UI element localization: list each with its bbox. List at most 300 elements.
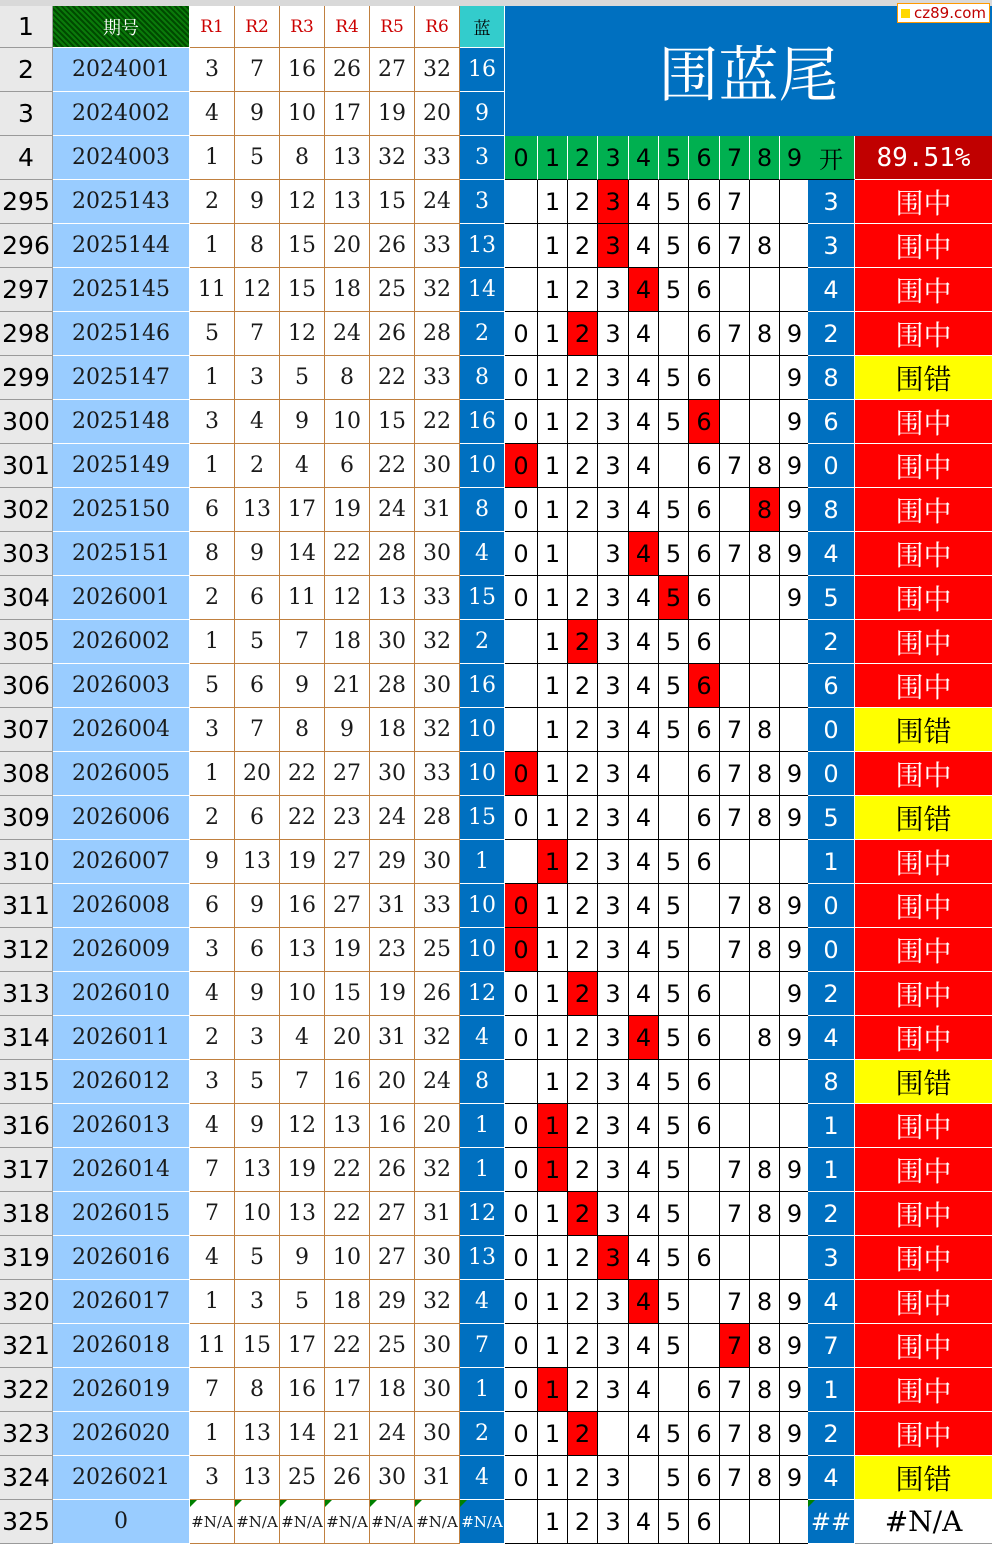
red-ball-cell[interactable]: 1 bbox=[190, 224, 235, 268]
blue-ball-cell[interactable]: 1 bbox=[460, 1104, 505, 1148]
red-ball-cell[interactable]: 23 bbox=[370, 928, 415, 972]
red-ball-cell[interactable]: 11 bbox=[280, 576, 325, 620]
digit-cell-hit[interactable]: 4 bbox=[629, 268, 659, 312]
issue-cell[interactable]: 2026013 bbox=[53, 1104, 190, 1148]
kai-cell[interactable]: 3 bbox=[808, 180, 855, 224]
blue-ball-cell[interactable]: 9 bbox=[460, 92, 505, 136]
red-ball-cell[interactable]: 3 bbox=[190, 1060, 235, 1104]
red-ball-cell[interactable]: 26 bbox=[415, 972, 460, 1016]
digit-cell[interactable]: 1 bbox=[538, 1016, 568, 1060]
red-ball-cell[interactable]: 13 bbox=[280, 1192, 325, 1236]
digit-cell[interactable] bbox=[720, 576, 750, 620]
digit-cell[interactable]: 6 bbox=[689, 268, 720, 312]
red-ball-cell[interactable]: 33 bbox=[415, 576, 460, 620]
result-cell[interactable]: 围中 bbox=[855, 884, 992, 928]
red-ball-cell[interactable]: 4 bbox=[280, 1016, 325, 1060]
digit-cell[interactable]: 0 bbox=[505, 1236, 538, 1280]
digit-cell[interactable] bbox=[689, 1280, 720, 1324]
digit-cell[interactable] bbox=[659, 752, 689, 796]
red-ball-cell[interactable]: 18 bbox=[370, 1368, 415, 1412]
result-cell[interactable]: 围中 bbox=[855, 752, 992, 796]
blue-ball-cell[interactable]: 4 bbox=[460, 1280, 505, 1324]
digit-cell[interactable]: 5 bbox=[659, 1104, 689, 1148]
digit-cell[interactable]: 1 bbox=[538, 180, 568, 224]
result-cell[interactable]: 围错 bbox=[855, 1456, 992, 1500]
red-ball-cell[interactable]: 9 bbox=[235, 92, 280, 136]
red-ball-cell[interactable]: 15 bbox=[280, 268, 325, 312]
row-number[interactable]: 303 bbox=[0, 532, 53, 576]
red-ball-cell[interactable]: 4 bbox=[190, 92, 235, 136]
digit-cell[interactable]: 5 bbox=[659, 840, 689, 884]
issue-cell[interactable]: 2026014 bbox=[53, 1148, 190, 1192]
red-ball-cell[interactable]: 4 bbox=[280, 444, 325, 488]
digit-cell[interactable]: 5 bbox=[659, 1412, 689, 1456]
row-number[interactable]: 316 bbox=[0, 1104, 53, 1148]
digit-cell[interactable]: 7 bbox=[720, 180, 750, 224]
red-ball-cell[interactable]: 11 bbox=[190, 268, 235, 312]
result-cell[interactable]: 围中 bbox=[855, 180, 992, 224]
digit-cell[interactable]: 3 bbox=[598, 884, 629, 928]
digit-cell[interactable]: 2 bbox=[568, 1104, 598, 1148]
issue-cell[interactable]: 2026005 bbox=[53, 752, 190, 796]
red-ball-cell[interactable]: 24 bbox=[370, 1412, 415, 1456]
digit-cell[interactable]: 5 bbox=[659, 1500, 689, 1544]
digit-cell[interactable]: 0 bbox=[505, 312, 538, 356]
red-ball-cell[interactable]: 7 bbox=[235, 312, 280, 356]
digit-cell-hit[interactable]: 4 bbox=[629, 1280, 659, 1324]
red-ball-cell[interactable]: 19 bbox=[370, 972, 415, 1016]
blue-ball-cell[interactable]: 12 bbox=[460, 972, 505, 1016]
red-ball-cell[interactable]: 8 bbox=[325, 356, 370, 400]
red-ball-cell[interactable]: 9 bbox=[280, 1236, 325, 1280]
red-ball-cell[interactable]: #N/A bbox=[235, 1500, 280, 1544]
red-ball-cell[interactable]: 31 bbox=[415, 1456, 460, 1500]
row-number[interactable]: 319 bbox=[0, 1236, 53, 1280]
digit-cell[interactable]: 3 bbox=[598, 1500, 629, 1544]
digit-cell[interactable] bbox=[750, 268, 780, 312]
digit-cell[interactable]: 7 bbox=[720, 224, 750, 268]
red-ball-cell[interactable]: 31 bbox=[370, 1016, 415, 1060]
header-digit[interactable]: 4 bbox=[629, 136, 659, 180]
row-number[interactable]: 299 bbox=[0, 356, 53, 400]
red-ball-cell[interactable]: 27 bbox=[370, 48, 415, 92]
digit-cell[interactable]: 9 bbox=[780, 444, 810, 488]
result-cell[interactable]: 围中 bbox=[855, 664, 992, 708]
blue-ball-cell[interactable]: 10 bbox=[460, 708, 505, 752]
digit-cell[interactable] bbox=[689, 1148, 720, 1192]
issue-cell[interactable]: 2026020 bbox=[53, 1412, 190, 1456]
digit-cell[interactable]: 2 bbox=[568, 180, 598, 224]
digit-cell[interactable]: 0 bbox=[505, 972, 538, 1016]
digit-cell[interactable]: 3 bbox=[598, 1280, 629, 1324]
digit-cell[interactable]: 0 bbox=[505, 400, 538, 444]
result-cell[interactable]: 围中 bbox=[855, 1104, 992, 1148]
digit-cell-hit[interactable]: 1 bbox=[538, 1148, 568, 1192]
kai-cell[interactable]: 4 bbox=[808, 1456, 855, 1500]
hit-rate-percent[interactable]: 89.51% bbox=[855, 136, 992, 180]
result-cell[interactable]: 围中 bbox=[855, 1280, 992, 1324]
digit-cell[interactable] bbox=[659, 1368, 689, 1412]
row-number[interactable]: 296 bbox=[0, 224, 53, 268]
digit-cell[interactable]: 6 bbox=[689, 620, 720, 664]
issue-cell[interactable]: 2025145 bbox=[53, 268, 190, 312]
digit-cell[interactable]: 6 bbox=[689, 752, 720, 796]
digit-cell[interactable]: 9 bbox=[780, 1368, 810, 1412]
digit-cell[interactable]: 2 bbox=[568, 664, 598, 708]
blue-ball-cell[interactable]: 15 bbox=[460, 576, 505, 620]
kai-cell[interactable]: 5 bbox=[808, 796, 855, 840]
red-ball-cell[interactable]: 2 bbox=[190, 180, 235, 224]
digit-cell[interactable]: 2 bbox=[568, 444, 598, 488]
digit-cell[interactable]: 4 bbox=[629, 1104, 659, 1148]
digit-cell[interactable]: 2 bbox=[568, 1368, 598, 1412]
red-ball-cell[interactable]: 8 bbox=[280, 708, 325, 752]
red-ball-cell[interactable]: #N/A bbox=[415, 1500, 460, 1544]
digit-cell[interactable]: 0 bbox=[505, 1368, 538, 1412]
digit-cell[interactable]: 9 bbox=[780, 488, 810, 532]
issue-cell[interactable]: 2026008 bbox=[53, 884, 190, 928]
red-ball-cell[interactable]: 28 bbox=[370, 532, 415, 576]
row-number[interactable]: 320 bbox=[0, 1280, 53, 1324]
red-ball-cell[interactable]: 9 bbox=[190, 840, 235, 884]
digit-cell[interactable]: 6 bbox=[689, 532, 720, 576]
red-ball-cell[interactable]: 30 bbox=[415, 1368, 460, 1412]
digit-cell[interactable]: 8 bbox=[750, 1192, 780, 1236]
result-cell[interactable]: #N/A bbox=[855, 1500, 992, 1544]
kai-cell[interactable]: 0 bbox=[808, 444, 855, 488]
red-ball-cell[interactable]: 9 bbox=[325, 708, 370, 752]
red-ball-cell[interactable]: 15 bbox=[325, 972, 370, 1016]
red-ball-cell[interactable]: 24 bbox=[370, 488, 415, 532]
digit-cell[interactable] bbox=[780, 224, 810, 268]
digit-cell-hit[interactable]: 2 bbox=[568, 1192, 598, 1236]
red-ball-cell[interactable]: 33 bbox=[415, 224, 460, 268]
digit-cell[interactable]: 2 bbox=[568, 796, 598, 840]
red-ball-cell[interactable]: 3 bbox=[190, 48, 235, 92]
red-ball-cell[interactable]: 21 bbox=[325, 664, 370, 708]
digit-cell[interactable] bbox=[720, 840, 750, 884]
red-ball-cell[interactable]: 1 bbox=[190, 136, 235, 180]
header-digit[interactable]: 6 bbox=[689, 136, 720, 180]
digit-cell[interactable]: 0 bbox=[505, 356, 538, 400]
digit-cell[interactable]: 3 bbox=[598, 268, 629, 312]
red-ball-cell[interactable]: 9 bbox=[280, 664, 325, 708]
digit-cell[interactable] bbox=[750, 620, 780, 664]
digit-cell-hit[interactable]: 6 bbox=[689, 400, 720, 444]
red-ball-cell[interactable]: 2 bbox=[190, 796, 235, 840]
digit-cell[interactable]: 2 bbox=[568, 1016, 598, 1060]
issue-cell[interactable]: 2025149 bbox=[53, 444, 190, 488]
issue-cell[interactable]: 0 bbox=[53, 1500, 190, 1544]
red-ball-cell[interactable]: 2 bbox=[190, 1016, 235, 1060]
red-ball-cell[interactable]: 4 bbox=[235, 400, 280, 444]
digit-cell-hit[interactable]: 4 bbox=[629, 1016, 659, 1060]
red-ball-cell[interactable]: 17 bbox=[280, 1324, 325, 1368]
red-ball-cell[interactable]: 2 bbox=[235, 444, 280, 488]
digit-cell[interactable]: 5 bbox=[659, 180, 689, 224]
digit-cell[interactable]: 7 bbox=[720, 708, 750, 752]
digit-cell[interactable]: 8 bbox=[750, 1368, 780, 1412]
digit-cell[interactable]: 2 bbox=[568, 1456, 598, 1500]
result-cell[interactable]: 围中 bbox=[855, 1192, 992, 1236]
digit-cell[interactable]: 9 bbox=[780, 884, 810, 928]
red-ball-cell[interactable]: 28 bbox=[415, 796, 460, 840]
digit-cell[interactable]: 6 bbox=[689, 1456, 720, 1500]
digit-cell[interactable]: 1 bbox=[538, 576, 568, 620]
row-number[interactable]: 304 bbox=[0, 576, 53, 620]
red-ball-cell[interactable]: 32 bbox=[415, 48, 460, 92]
digit-cell-hit[interactable]: 0 bbox=[505, 752, 538, 796]
digit-cell-hit[interactable]: 1 bbox=[538, 1368, 568, 1412]
issue-cell[interactable]: 2026003 bbox=[53, 664, 190, 708]
red-ball-cell[interactable]: 30 bbox=[415, 532, 460, 576]
digit-cell[interactable]: 5 bbox=[659, 1456, 689, 1500]
red-ball-cell[interactable]: 22 bbox=[370, 444, 415, 488]
red-ball-cell[interactable]: 29 bbox=[370, 1280, 415, 1324]
red-ball-cell[interactable]: 24 bbox=[415, 1060, 460, 1104]
result-cell[interactable]: 围错 bbox=[855, 708, 992, 752]
digit-cell[interactable]: 3 bbox=[598, 312, 629, 356]
header-digit[interactable]: 3 bbox=[598, 136, 629, 180]
header-digit[interactable]: 2 bbox=[568, 136, 598, 180]
header-blue[interactable]: 蓝 bbox=[460, 6, 505, 48]
blue-ball-cell[interactable]: 1 bbox=[460, 1368, 505, 1412]
red-ball-cell[interactable]: 7 bbox=[190, 1148, 235, 1192]
red-ball-cell[interactable]: 3 bbox=[190, 928, 235, 972]
digit-cell[interactable]: 9 bbox=[780, 532, 810, 576]
digit-cell-hit[interactable]: 0 bbox=[505, 928, 538, 972]
blue-ball-cell[interactable]: 1 bbox=[460, 1148, 505, 1192]
digit-cell[interactable]: 3 bbox=[598, 576, 629, 620]
digit-cell[interactable]: 9 bbox=[780, 1148, 810, 1192]
digit-cell[interactable] bbox=[720, 400, 750, 444]
digit-cell[interactable]: 5 bbox=[659, 488, 689, 532]
kai-cell[interactable]: 1 bbox=[808, 840, 855, 884]
digit-cell[interactable]: 4 bbox=[629, 1324, 659, 1368]
digit-cell[interactable] bbox=[750, 840, 780, 884]
red-ball-cell[interactable]: 1 bbox=[190, 1280, 235, 1324]
digit-cell[interactable]: 5 bbox=[659, 972, 689, 1016]
digit-cell[interactable]: 1 bbox=[538, 356, 568, 400]
digit-cell[interactable] bbox=[750, 1104, 780, 1148]
red-ball-cell[interactable]: 6 bbox=[190, 884, 235, 928]
digit-cell[interactable] bbox=[780, 1236, 810, 1280]
red-ball-cell[interactable]: 10 bbox=[280, 972, 325, 1016]
red-ball-cell[interactable]: 17 bbox=[280, 488, 325, 532]
header-qihao[interactable]: 期号 bbox=[53, 6, 190, 48]
red-ball-cell[interactable]: 15 bbox=[370, 180, 415, 224]
issue-cell[interactable]: 2026017 bbox=[53, 1280, 190, 1324]
digit-cell[interactable]: 8 bbox=[750, 1324, 780, 1368]
issue-cell[interactable]: 2026010 bbox=[53, 972, 190, 1016]
red-ball-cell[interactable]: 18 bbox=[370, 708, 415, 752]
red-ball-cell[interactable]: 9 bbox=[235, 884, 280, 928]
header-digit[interactable]: 0 bbox=[505, 136, 538, 180]
digit-cell[interactable]: 3 bbox=[598, 664, 629, 708]
digit-cell[interactable]: 0 bbox=[505, 1016, 538, 1060]
digit-cell[interactable]: 0 bbox=[505, 1324, 538, 1368]
digit-cell[interactable] bbox=[750, 1060, 780, 1104]
red-ball-cell[interactable]: 7 bbox=[280, 620, 325, 664]
digit-cell[interactable] bbox=[505, 1060, 538, 1104]
digit-cell[interactable]: 4 bbox=[629, 488, 659, 532]
blue-ball-cell[interactable]: 4 bbox=[460, 1016, 505, 1060]
red-ball-cell[interactable]: 30 bbox=[415, 840, 460, 884]
red-ball-cell[interactable]: 32 bbox=[370, 136, 415, 180]
row-number[interactable]: 306 bbox=[0, 664, 53, 708]
red-ball-cell[interactable]: 32 bbox=[415, 620, 460, 664]
red-ball-cell[interactable]: 33 bbox=[415, 884, 460, 928]
red-ball-cell[interactable]: 25 bbox=[370, 1324, 415, 1368]
red-ball-cell[interactable]: 24 bbox=[370, 796, 415, 840]
digit-cell[interactable]: 2 bbox=[568, 752, 598, 796]
red-ball-cell[interactable]: 1 bbox=[190, 1412, 235, 1456]
digit-cell[interactable] bbox=[720, 1236, 750, 1280]
digit-cell[interactable]: 4 bbox=[629, 1500, 659, 1544]
row-number[interactable]: 301 bbox=[0, 444, 53, 488]
blue-ball-cell[interactable]: 10 bbox=[460, 928, 505, 972]
digit-cell[interactable]: 2 bbox=[568, 268, 598, 312]
kai-cell[interactable]: 6 bbox=[808, 664, 855, 708]
red-ball-cell[interactable]: 9 bbox=[235, 532, 280, 576]
digit-cell[interactable]: 9 bbox=[780, 576, 810, 620]
red-ball-cell[interactable]: 25 bbox=[280, 1456, 325, 1500]
blue-ball-cell[interactable]: 3 bbox=[460, 180, 505, 224]
digit-cell[interactable]: 9 bbox=[780, 1280, 810, 1324]
digit-cell[interactable]: 6 bbox=[689, 796, 720, 840]
digit-cell[interactable] bbox=[780, 620, 810, 664]
digit-cell[interactable]: 5 bbox=[659, 708, 689, 752]
red-ball-cell[interactable]: 12 bbox=[280, 1104, 325, 1148]
digit-cell[interactable]: 3 bbox=[598, 1368, 629, 1412]
red-ball-cell[interactable]: #N/A bbox=[325, 1500, 370, 1544]
digit-cell[interactable]: 6 bbox=[689, 180, 720, 224]
red-ball-cell[interactable]: 13 bbox=[325, 1104, 370, 1148]
blue-ball-cell[interactable]: 12 bbox=[460, 1192, 505, 1236]
digit-cell[interactable]: 2 bbox=[568, 356, 598, 400]
digit-cell[interactable]: 2 bbox=[568, 884, 598, 928]
row-number[interactable]: 315 bbox=[0, 1060, 53, 1104]
red-ball-cell[interactable]: 25 bbox=[415, 928, 460, 972]
red-ball-cell[interactable]: 30 bbox=[415, 1236, 460, 1280]
red-ball-cell[interactable]: 32 bbox=[415, 708, 460, 752]
row-number[interactable]: 322 bbox=[0, 1368, 53, 1412]
kai-cell[interactable]: 4 bbox=[808, 1280, 855, 1324]
digit-cell[interactable]: 5 bbox=[659, 268, 689, 312]
result-cell[interactable]: 围中 bbox=[855, 1368, 992, 1412]
red-ball-cell[interactable]: 26 bbox=[370, 1148, 415, 1192]
digit-cell[interactable]: 5 bbox=[659, 1324, 689, 1368]
result-cell[interactable]: 围中 bbox=[855, 444, 992, 488]
digit-cell[interactable] bbox=[750, 1500, 780, 1544]
digit-cell[interactable] bbox=[720, 1016, 750, 1060]
blue-ball-cell[interactable]: 15 bbox=[460, 796, 505, 840]
kai-cell[interactable]: 0 bbox=[808, 708, 855, 752]
header-digit[interactable]: 7 bbox=[720, 136, 750, 180]
red-ball-cell[interactable]: 6 bbox=[325, 444, 370, 488]
issue-cell[interactable]: 2025144 bbox=[53, 224, 190, 268]
kai-cell[interactable]: ## bbox=[808, 1500, 855, 1544]
issue-cell[interactable]: 2025146 bbox=[53, 312, 190, 356]
blue-ball-cell[interactable]: 7 bbox=[460, 1324, 505, 1368]
issue-cell[interactable]: 2026016 bbox=[53, 1236, 190, 1280]
digit-cell[interactable]: 1 bbox=[538, 708, 568, 752]
digit-cell-hit[interactable]: 1 bbox=[538, 840, 568, 884]
digit-cell-hit[interactable]: 0 bbox=[505, 444, 538, 488]
digit-cell[interactable]: 1 bbox=[538, 1324, 568, 1368]
digit-cell[interactable]: 2 bbox=[568, 708, 598, 752]
digit-cell[interactable] bbox=[505, 620, 538, 664]
digit-cell[interactable] bbox=[568, 532, 598, 576]
row-number[interactable]: 325 bbox=[0, 1500, 53, 1544]
digit-cell[interactable]: 9 bbox=[780, 752, 810, 796]
digit-cell[interactable]: 1 bbox=[538, 1412, 568, 1456]
digit-cell[interactable]: 0 bbox=[505, 532, 538, 576]
red-ball-cell[interactable]: 18 bbox=[325, 268, 370, 312]
digit-cell[interactable]: 9 bbox=[780, 1412, 810, 1456]
digit-cell[interactable]: 9 bbox=[780, 972, 810, 1016]
red-ball-cell[interactable]: 1 bbox=[190, 444, 235, 488]
header-r3[interactable]: R3 bbox=[280, 6, 325, 48]
red-ball-cell[interactable]: 33 bbox=[415, 136, 460, 180]
digit-cell[interactable] bbox=[780, 840, 810, 884]
header-r2[interactable]: R2 bbox=[235, 6, 280, 48]
red-ball-cell[interactable]: 32 bbox=[415, 1016, 460, 1060]
header-digit[interactable]: 1 bbox=[538, 136, 568, 180]
digit-cell[interactable]: 8 bbox=[750, 708, 780, 752]
digit-cell[interactable]: 2 bbox=[568, 1060, 598, 1104]
header-r1[interactable]: R1 bbox=[190, 6, 235, 48]
red-ball-cell[interactable]: 19 bbox=[280, 840, 325, 884]
red-ball-cell[interactable]: 30 bbox=[370, 1456, 415, 1500]
red-ball-cell[interactable]: 16 bbox=[370, 1104, 415, 1148]
kai-cell[interactable]: 3 bbox=[808, 224, 855, 268]
row-number[interactable]: 317 bbox=[0, 1148, 53, 1192]
red-ball-cell[interactable]: 7 bbox=[280, 1060, 325, 1104]
red-ball-cell[interactable]: 27 bbox=[325, 752, 370, 796]
result-cell[interactable]: 围中 bbox=[855, 840, 992, 884]
digit-cell[interactable] bbox=[750, 400, 780, 444]
digit-cell[interactable]: 9 bbox=[780, 1016, 810, 1060]
issue-cell[interactable]: 2024002 bbox=[53, 92, 190, 136]
digit-cell-hit[interactable]: 2 bbox=[568, 312, 598, 356]
digit-cell[interactable]: 1 bbox=[538, 796, 568, 840]
digit-cell[interactable] bbox=[659, 796, 689, 840]
digit-cell[interactable]: 1 bbox=[538, 400, 568, 444]
red-ball-cell[interactable]: 16 bbox=[325, 1060, 370, 1104]
red-ball-cell[interactable]: 20 bbox=[415, 1104, 460, 1148]
digit-cell[interactable]: 8 bbox=[750, 532, 780, 576]
digit-cell[interactable]: 3 bbox=[598, 1456, 629, 1500]
issue-cell[interactable]: 2026018 bbox=[53, 1324, 190, 1368]
digit-cell[interactable]: 0 bbox=[505, 1104, 538, 1148]
digit-cell[interactable] bbox=[720, 664, 750, 708]
digit-cell[interactable]: 6 bbox=[689, 708, 720, 752]
red-ball-cell[interactable]: 8 bbox=[235, 1368, 280, 1412]
digit-cell[interactable]: 5 bbox=[659, 928, 689, 972]
digit-cell[interactable]: 1 bbox=[538, 620, 568, 664]
row-number[interactable]: 297 bbox=[0, 268, 53, 312]
digit-cell[interactable]: 5 bbox=[659, 224, 689, 268]
blue-ball-cell[interactable]: 3 bbox=[460, 136, 505, 180]
kai-cell[interactable]: 4 bbox=[808, 532, 855, 576]
digit-cell[interactable] bbox=[780, 1500, 810, 1544]
red-ball-cell[interactable]: 29 bbox=[370, 840, 415, 884]
digit-cell[interactable]: 1 bbox=[538, 1192, 568, 1236]
red-ball-cell[interactable]: 10 bbox=[325, 400, 370, 444]
red-ball-cell[interactable]: 19 bbox=[325, 488, 370, 532]
digit-cell[interactable]: 6 bbox=[689, 1500, 720, 1544]
